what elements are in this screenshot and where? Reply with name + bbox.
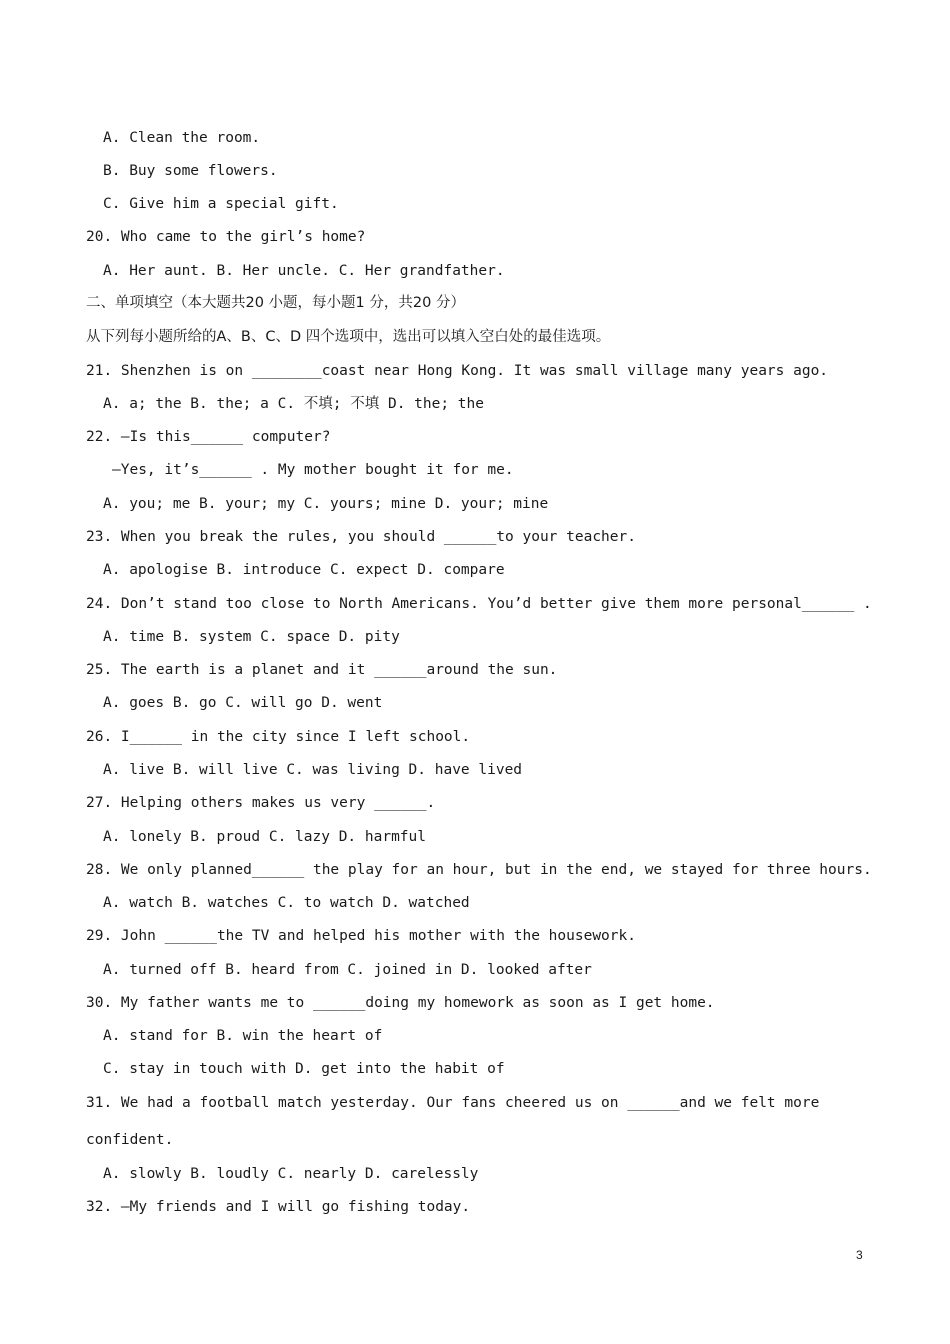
options-30-a: A. stand for B. win the heart of xyxy=(103,1028,383,1044)
page-number: 3 xyxy=(856,1248,863,1262)
options-30-b: C. stay in touch with D. get into the habit of xyxy=(103,1061,505,1077)
options-23: A. apologise B. introduce C. expect D. compare xyxy=(103,562,505,578)
question-30: 30. My father wants me to ______doing my homework as soon as I get home. xyxy=(86,995,715,1011)
options-29: A. turned off B. heard from C. joined in D. looked after xyxy=(103,962,592,978)
options-31: A. slowly B. loudly C. nearly D. carelessly xyxy=(103,1166,479,1182)
option-line-19: B. Buy some flowers. xyxy=(103,163,278,179)
question-31: 31. We had a football match yesterday. Our fans cheered us on ______and we felt more xyxy=(86,1095,820,1111)
question-27: 27. Helping others makes us very ______. xyxy=(86,795,436,811)
option-line-19: A. Clean the room. xyxy=(103,130,261,146)
options-24: A. time B. system C. space D. pity xyxy=(103,629,400,645)
question-22: 22. —Is this______ computer? xyxy=(86,429,331,445)
question-20: 20. Who came to the girl’s home? xyxy=(86,229,366,245)
question-29: 29. John ______the TV and helped his mother with the housework. xyxy=(86,928,636,944)
options-26: A. live B. will live C. was living D. have lived xyxy=(103,762,523,778)
options-20: A. Her aunt. B. Her uncle. C. Her grandfather. xyxy=(103,263,505,279)
question-23: 23. When you break the rules, you should ______to your teacher. xyxy=(86,529,636,545)
options-27: A. lonely B. proud C. lazy D. harmful xyxy=(103,829,427,845)
options-22: A. you; me B. your; my C. yours; mine D. your; mine xyxy=(103,496,549,512)
section-instructions: 从下列每小题所给的A、B、C、D 四个选项中，选出可以填入空白处的最佳选项。 xyxy=(86,329,611,345)
question-22-reply: —Yes, it’s______ . My mother bought it for me. xyxy=(112,462,514,478)
question-26: 26. I______ in the city since I left school. xyxy=(86,729,471,745)
question-25: 25. The earth is a planet and it ______around the sun. xyxy=(86,662,558,678)
question-21: 21. Shenzhen is on ________coast near Hong Kong. It was small village many years ago. xyxy=(86,363,829,379)
options-25: A. goes B. go C. will go D. went xyxy=(103,695,383,711)
question-32: 32. —My friends and I will go fishing today. xyxy=(86,1199,471,1215)
section-heading: 二、单项填空（本大题共20 小题，每小题1 分，共20 分） xyxy=(86,295,465,311)
question-31-cont: confident. xyxy=(86,1132,174,1148)
option-line-19: C. Give him a special gift. xyxy=(103,196,339,212)
options-28: A. watch B. watches C. to watch D. watched xyxy=(103,895,470,911)
question-24: 24. Don’t stand too close to North Americans. You’d better give them more personal______ . xyxy=(86,596,872,612)
question-28: 28. We only planned______ the play for an hour, but in the end, we stayed for three hours. xyxy=(86,862,872,878)
options-21: A. a; the B. the; a C. 不填; 不填 D. the; the xyxy=(103,396,484,412)
